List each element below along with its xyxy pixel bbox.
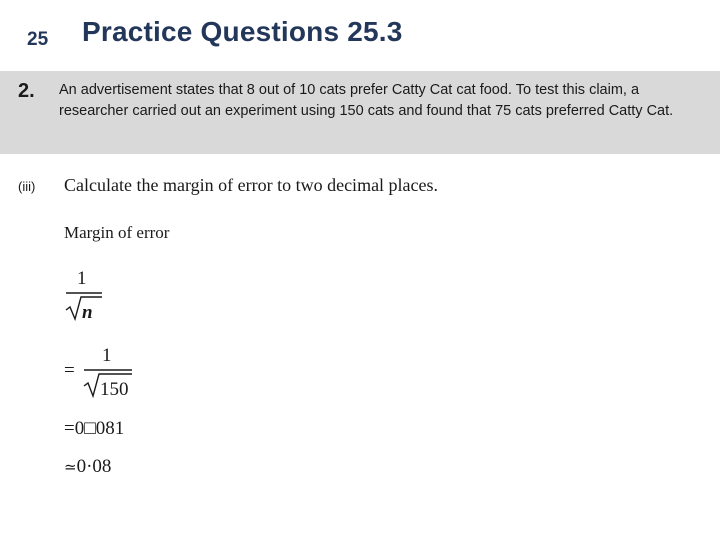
- formula-step-1: [60, 262, 110, 324]
- step2-numerator: 1: [102, 345, 112, 366]
- step2-radicand: 150: [100, 379, 129, 400]
- question-text: An advertisement states that 8 out of 10 cats prefer Catty Cat cat food. To test this claim, a researcher carried out an experiment using 150 cats and found that 75 cats preferred Catty Cat.: [59, 82, 674, 119]
- step4-value: 0·08: [76, 456, 112, 477]
- approx-symbol: ≃: [64, 458, 77, 476]
- formula-step-2: [62, 342, 142, 404]
- part-label: (iii): [18, 179, 36, 194]
- answer-label: Margin of error: [64, 223, 170, 242]
- step2-equals: =: [64, 360, 75, 381]
- chapter-number: 25: [27, 29, 49, 50]
- formula-step-3: =0□081: [64, 418, 125, 439]
- step1-numerator: 1: [77, 268, 87, 289]
- step1-radicand: n: [82, 302, 93, 323]
- question-number: 2.: [18, 80, 35, 102]
- page-title: Practice Questions 25.3: [82, 16, 403, 47]
- formula-step-4: [64, 456, 111, 478]
- part-instruction: Calculate the margin of error to two decimal places.: [64, 175, 439, 195]
